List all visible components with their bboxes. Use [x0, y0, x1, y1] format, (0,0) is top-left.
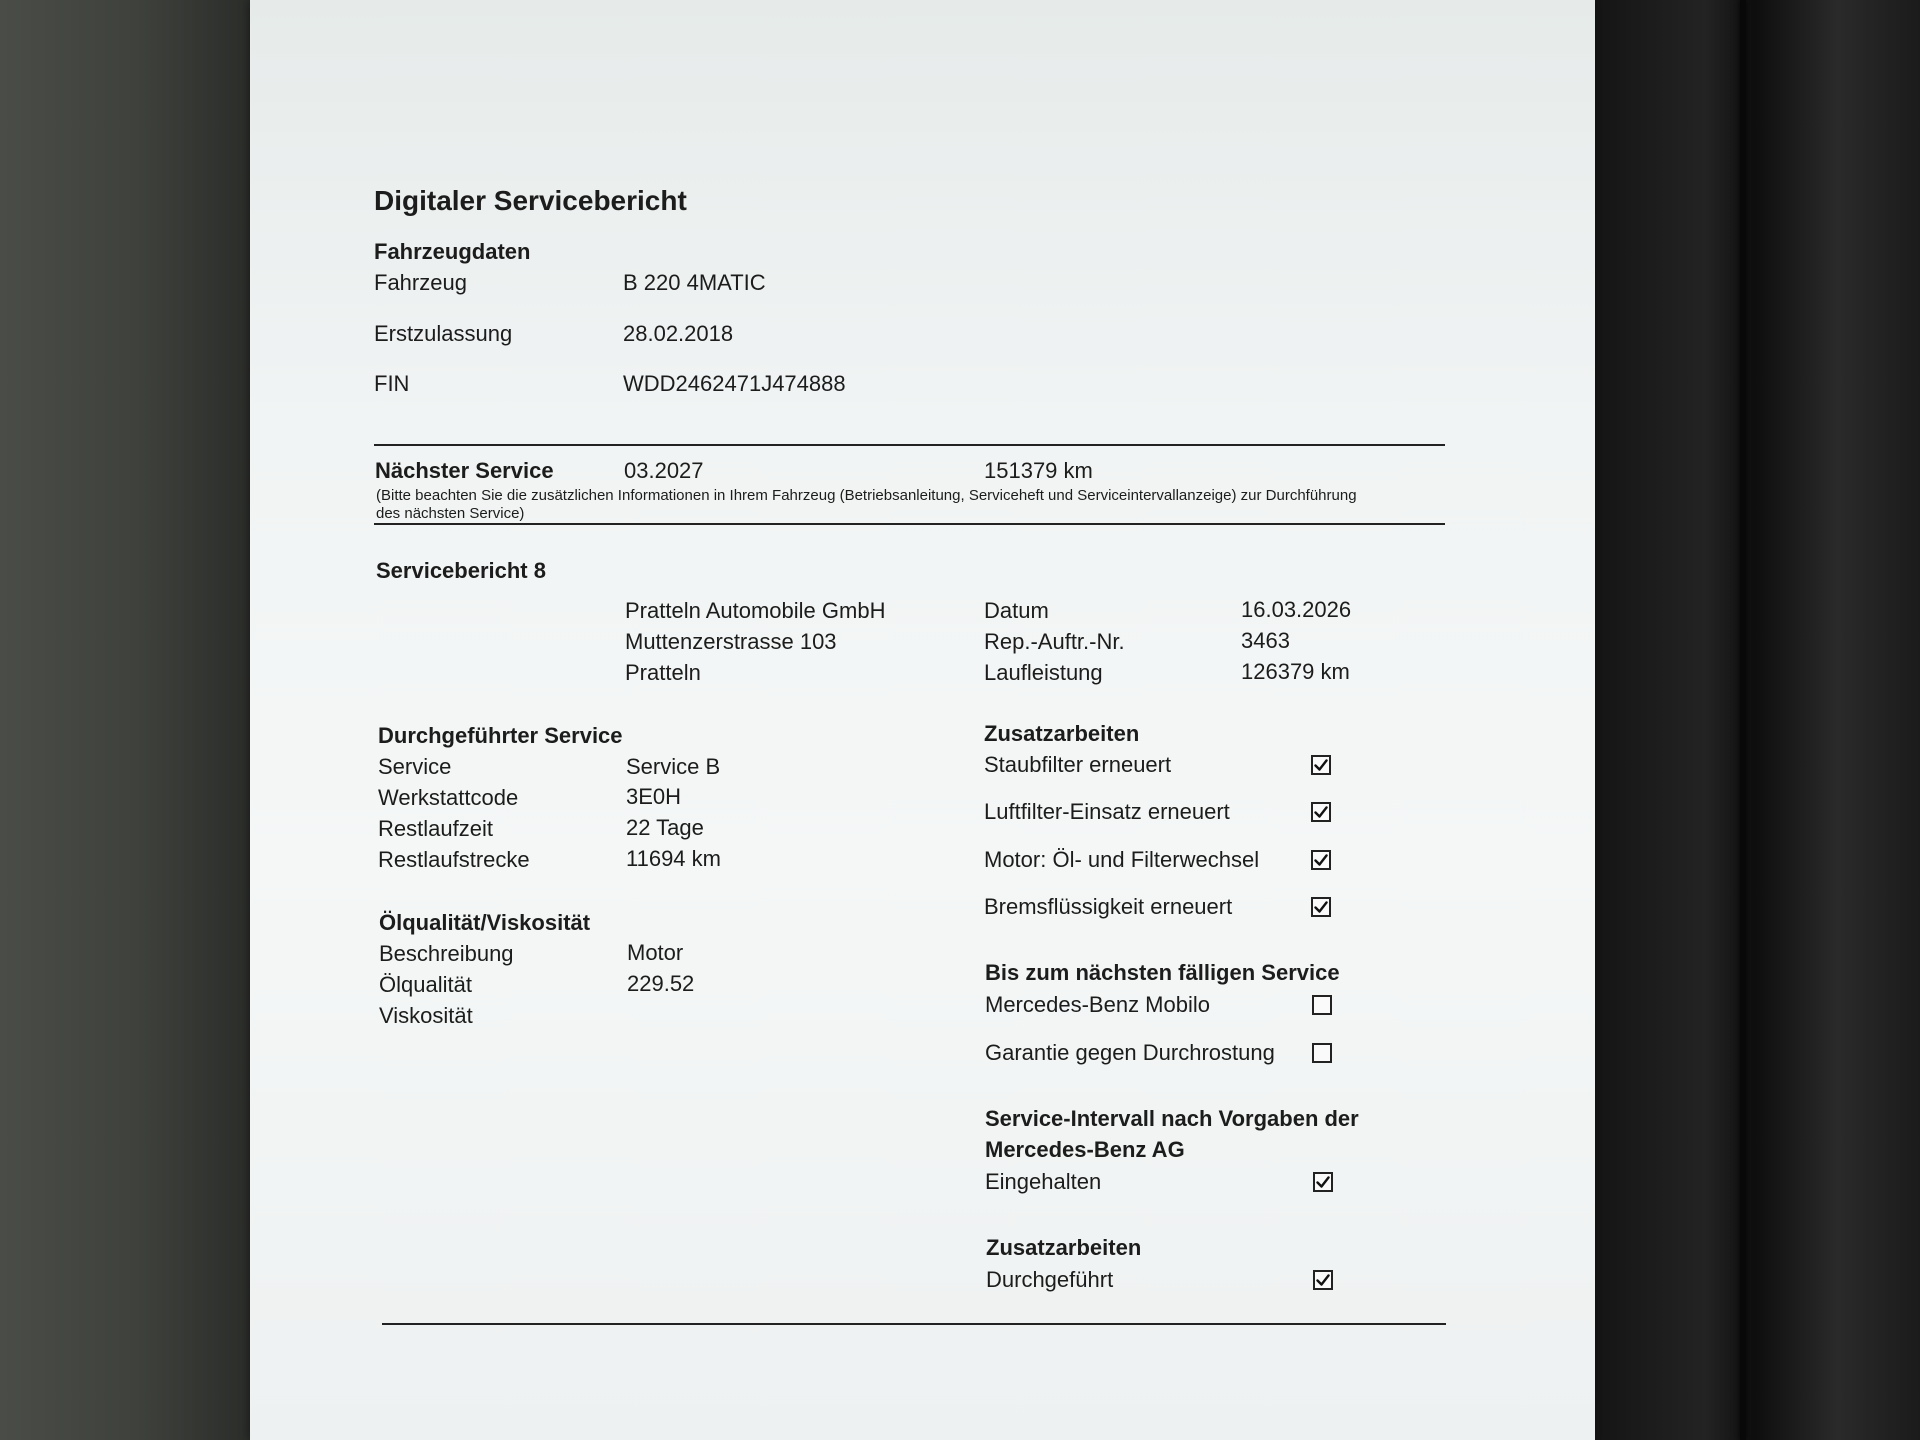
extra-work-item: Bremsflüssigkeit erneuert — [984, 894, 1233, 919]
service-done-heading: Durchgeführter Service — [378, 723, 623, 748]
report-heading: Servicebericht 8 — [376, 558, 546, 583]
extra-work-item: Luftfilter-Einsatz erneuert — [984, 799, 1230, 824]
interval-heading-line2: Mercedes-Benz AG — [985, 1137, 1185, 1162]
next-service-note: (Bitte beachten Sie die zusätzlichen Informationen in Ihrem Fahrzeug (Betriebsanleitung, Serviceheft und Serviceintervallanzeige) zur Durchführung des nächsten Service) — [376, 487, 1357, 522]
vehicle-heading: Fahrzeugdaten — [374, 239, 531, 264]
next-service-date: 03.2027 — [624, 458, 704, 483]
viscosity-label: Viskosität — [379, 1003, 473, 1028]
interval-item: Eingehalten — [985, 1169, 1102, 1194]
date-label: Datum — [984, 598, 1049, 623]
checkmark-icon — [1314, 758, 1328, 772]
until-next-item: Garantie gegen Durchrostung — [985, 1040, 1275, 1065]
extra-work2-item: Durchgeführt — [986, 1267, 1114, 1292]
workshop-code-value: 3E0H — [626, 784, 682, 809]
workshop-street: Muttenzerstrasse 103 — [625, 629, 837, 654]
remaining-distance-label: Restlaufstrecke — [378, 847, 530, 872]
extra-work-heading: Zusatzarbeiten — [984, 721, 1140, 746]
background-right — [1590, 0, 1920, 1440]
remaining-distance-value: 11694 km — [626, 846, 721, 871]
checkbox-dust-filter[interactable] — [1311, 755, 1331, 775]
mileage-label: Laufleistung — [984, 660, 1103, 685]
next-service-km: 151379 km — [984, 458, 1093, 483]
divider-middle — [374, 523, 1445, 525]
oil-quality-label: Ölqualität — [379, 972, 472, 997]
workshop-code-label: Werkstattcode — [378, 785, 519, 810]
extra-work-item: Staubfilter erneuert — [984, 752, 1172, 777]
service-report-sheet — [250, 0, 1595, 1440]
oil-description-label: Beschreibung — [379, 941, 514, 966]
checkmark-icon — [1316, 1175, 1330, 1189]
checkmark-icon — [1314, 805, 1328, 819]
oil-heading: Ölqualität/Viskosität — [379, 910, 591, 935]
interval-heading-line1: Service-Intervall nach Vorgaben der — [985, 1106, 1359, 1131]
vehicle-label: Fahrzeug — [374, 270, 467, 295]
checkbox-air-filter[interactable] — [1311, 802, 1331, 822]
checkbox-interval-kept[interactable] — [1313, 1172, 1333, 1192]
report-title: Digitaler Servicebericht — [374, 185, 687, 216]
vin-label: FIN — [374, 371, 410, 396]
checkmark-icon — [1314, 853, 1328, 867]
mileage-value: 126379 km — [1241, 659, 1350, 684]
until-next-item: Mercedes-Benz Mobilo — [985, 992, 1210, 1017]
checkbox-oil-change[interactable] — [1311, 850, 1331, 870]
first-registration-value: 28.02.2018 — [623, 321, 734, 346]
checkmark-icon — [1316, 1273, 1330, 1287]
oil-description-value: Motor — [627, 940, 684, 965]
remaining-time-label: Restlaufzeit — [378, 816, 493, 841]
next-service-label: Nächster Service — [375, 458, 554, 483]
date-value: 16.03.2026 — [1241, 597, 1352, 622]
remaining-time-value: 22 Tage — [626, 815, 704, 840]
binder-seam — [1740, 0, 1746, 1440]
checkbox-brake-fluid[interactable] — [1311, 897, 1331, 917]
oil-quality-value: 229.52 — [627, 971, 695, 996]
workshop-city: Pratteln — [625, 660, 701, 685]
extra-work2-heading: Zusatzarbeiten — [986, 1235, 1142, 1260]
divider-bottom — [382, 1323, 1446, 1325]
background-left — [0, 0, 250, 1440]
order-number-value: 3463 — [1241, 628, 1290, 653]
checkbox-rust-warranty[interactable] — [1312, 1043, 1332, 1063]
order-number-label: Rep.-Auftr.-Nr. — [984, 629, 1125, 654]
vehicle-value: B 220 4MATIC — [623, 270, 766, 295]
checkbox-extra-done[interactable] — [1313, 1270, 1333, 1290]
checkbox-mobilo[interactable] — [1312, 995, 1332, 1015]
service-label: Service — [378, 754, 452, 779]
workshop-name: Pratteln Automobile GmbH — [625, 598, 886, 623]
divider-top — [374, 444, 1445, 446]
extra-work-item: Motor: Öl- und Filterwechsel — [984, 847, 1260, 872]
service-value: Service B — [626, 754, 721, 779]
vin-value: WDD2462471J474888 — [623, 371, 846, 396]
first-registration-label: Erstzulassung — [374, 321, 513, 346]
checkmark-icon — [1314, 900, 1328, 914]
until-next-heading: Bis zum nächsten fälligen Service — [985, 960, 1340, 985]
